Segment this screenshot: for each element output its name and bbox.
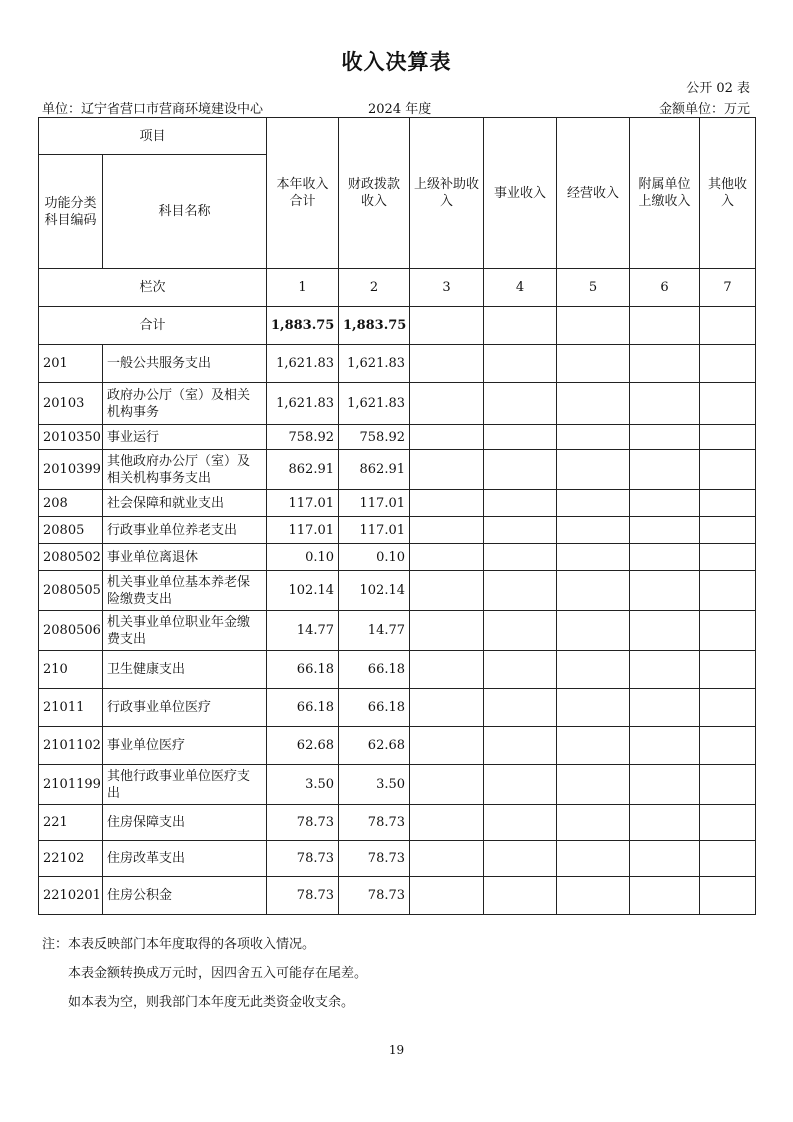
row-code: 2080502	[39, 544, 103, 571]
table-row	[39, 877, 756, 915]
row-code: 2101102	[39, 727, 103, 765]
row-name: 住房改革支出	[103, 841, 267, 877]
index-num: 2	[339, 269, 410, 307]
row-income-total: 78.73	[267, 805, 339, 841]
table-row	[39, 450, 756, 490]
row-income-total: 117.01	[267, 490, 339, 517]
income-table	[38, 117, 756, 915]
row-code: 210	[39, 651, 103, 689]
row-name: 社会保障和就业支出	[103, 490, 267, 517]
page-number: 19	[388, 1043, 405, 1057]
row-name: 其他行政事业单位医疗支出	[103, 765, 267, 805]
row-fiscal: 1,621.83	[339, 345, 410, 383]
row-code: 221	[39, 805, 103, 841]
row-name: 住房保障支出	[103, 805, 267, 841]
row-code: 2010350	[39, 425, 103, 450]
table-row	[39, 765, 756, 805]
row-name: 政府办公厅（室）及相关机构事务	[103, 383, 267, 425]
index-num: 5	[557, 269, 630, 307]
amount-unit: 金额单位：万元	[658, 102, 750, 117]
row-income-total: 862.91	[267, 450, 339, 490]
row-fiscal: 117.01	[339, 490, 410, 517]
index-num: 3	[410, 269, 484, 307]
row-income-total: 66.18	[267, 651, 339, 689]
row-income-total: 0.10	[267, 544, 339, 571]
row-income-total: 1,621.83	[267, 345, 339, 383]
row-code: 21011	[39, 689, 103, 727]
header-operating-income: 经营收入	[557, 118, 630, 269]
total-income: 1,883.75	[267, 307, 339, 345]
page-title: 收入决算表	[341, 50, 452, 74]
row-code: 2080505	[39, 571, 103, 611]
header-fiscal: 财政拨款收入	[339, 118, 410, 269]
table-row	[39, 490, 756, 517]
table-row	[39, 611, 756, 651]
note-2: 本表金额转换成万元时，因四舍五入可能存在尾差。	[68, 966, 368, 981]
table-row	[39, 689, 756, 727]
table-row	[39, 544, 756, 571]
row-fiscal: 102.14	[339, 571, 410, 611]
row-code: 22102	[39, 841, 103, 877]
table-row	[39, 651, 756, 689]
row-fiscal: 78.73	[339, 841, 410, 877]
index-label: 栏次	[39, 269, 267, 307]
table-row	[39, 727, 756, 765]
row-code: 2210201	[39, 877, 103, 915]
header-project: 项目	[39, 118, 267, 155]
row-name: 事业运行	[103, 425, 267, 450]
row-code: 20805	[39, 517, 103, 544]
row-name: 事业单位医疗	[103, 727, 267, 765]
row-fiscal: 78.73	[339, 805, 410, 841]
table-row	[39, 571, 756, 611]
row-code: 208	[39, 490, 103, 517]
row-code: 201	[39, 345, 103, 383]
header-code: 功能分类科目编码	[39, 155, 103, 269]
header-superior-subsidy: 上级补助收入	[410, 118, 484, 269]
row-income-total: 758.92	[267, 425, 339, 450]
row-name: 卫生健康支出	[103, 651, 267, 689]
row-name: 行政事业单位养老支出	[103, 517, 267, 544]
note-1: 注：本表反映部门本年度取得的各项收入情况。	[42, 937, 316, 952]
table-row	[39, 841, 756, 877]
row-code: 2101199	[39, 765, 103, 805]
row-code: 2080506	[39, 611, 103, 651]
row-income-total: 3.50	[267, 765, 339, 805]
index-num: 4	[484, 269, 557, 307]
header-other-income: 其他收入	[700, 118, 756, 269]
row-fiscal: 1,621.83	[339, 383, 410, 425]
row-income-total: 78.73	[267, 841, 339, 877]
row-fiscal: 62.68	[339, 727, 410, 765]
table-row	[39, 425, 756, 450]
table-row	[39, 517, 756, 544]
row-fiscal: 117.01	[339, 517, 410, 544]
row-name: 一般公共服务支出	[103, 345, 267, 383]
header-affiliated-income: 附属单位上缴收入	[630, 118, 700, 269]
header-name: 科目名称	[103, 155, 267, 269]
row-income-total: 66.18	[267, 689, 339, 727]
header-income-total: 本年收入合计	[267, 118, 339, 269]
row-fiscal: 862.91	[339, 450, 410, 490]
note-3: 如本表为空，则我部门本年度无此类资金收支余。	[68, 995, 355, 1010]
row-fiscal: 78.73	[339, 877, 410, 915]
total-label: 合计	[39, 307, 267, 345]
row-name: 机关事业单位基本养老保险缴费支出	[103, 571, 267, 611]
row-income-total: 1,621.83	[267, 383, 339, 425]
row-code: 2010399	[39, 450, 103, 490]
row-income-total: 102.14	[267, 571, 339, 611]
row-name: 行政事业单位医疗	[103, 689, 267, 727]
row-name: 机关事业单位职业年金缴费支出	[103, 611, 267, 651]
row-income-total: 62.68	[267, 727, 339, 765]
reporting-unit: 单位：辽宁省营口市营商环境建设中心	[42, 102, 264, 117]
row-code: 20103	[39, 383, 103, 425]
row-fiscal: 66.18	[339, 689, 410, 727]
index-num: 6	[630, 269, 700, 307]
table-row	[39, 383, 756, 425]
row-income-total: 117.01	[267, 517, 339, 544]
row-income-total: 78.73	[267, 877, 339, 915]
index-num: 7	[700, 269, 756, 307]
fiscal-year: 2024 年度	[368, 102, 432, 117]
sheet-code: 公开 02 表	[686, 81, 750, 96]
row-name: 其他政府办公厅（室）及相关机构事务支出	[103, 450, 267, 490]
table-row	[39, 805, 756, 841]
table-row	[39, 345, 756, 383]
row-fiscal: 3.50	[339, 765, 410, 805]
row-fiscal: 66.18	[339, 651, 410, 689]
total-fiscal: 1,883.75	[339, 307, 410, 345]
row-fiscal: 758.92	[339, 425, 410, 450]
row-income-total: 14.77	[267, 611, 339, 651]
row-fiscal: 0.10	[339, 544, 410, 571]
header-business-income: 事业收入	[484, 118, 557, 269]
index-num: 1	[267, 269, 339, 307]
row-fiscal: 14.77	[339, 611, 410, 651]
row-name: 住房公积金	[103, 877, 267, 915]
row-name: 事业单位离退休	[103, 544, 267, 571]
